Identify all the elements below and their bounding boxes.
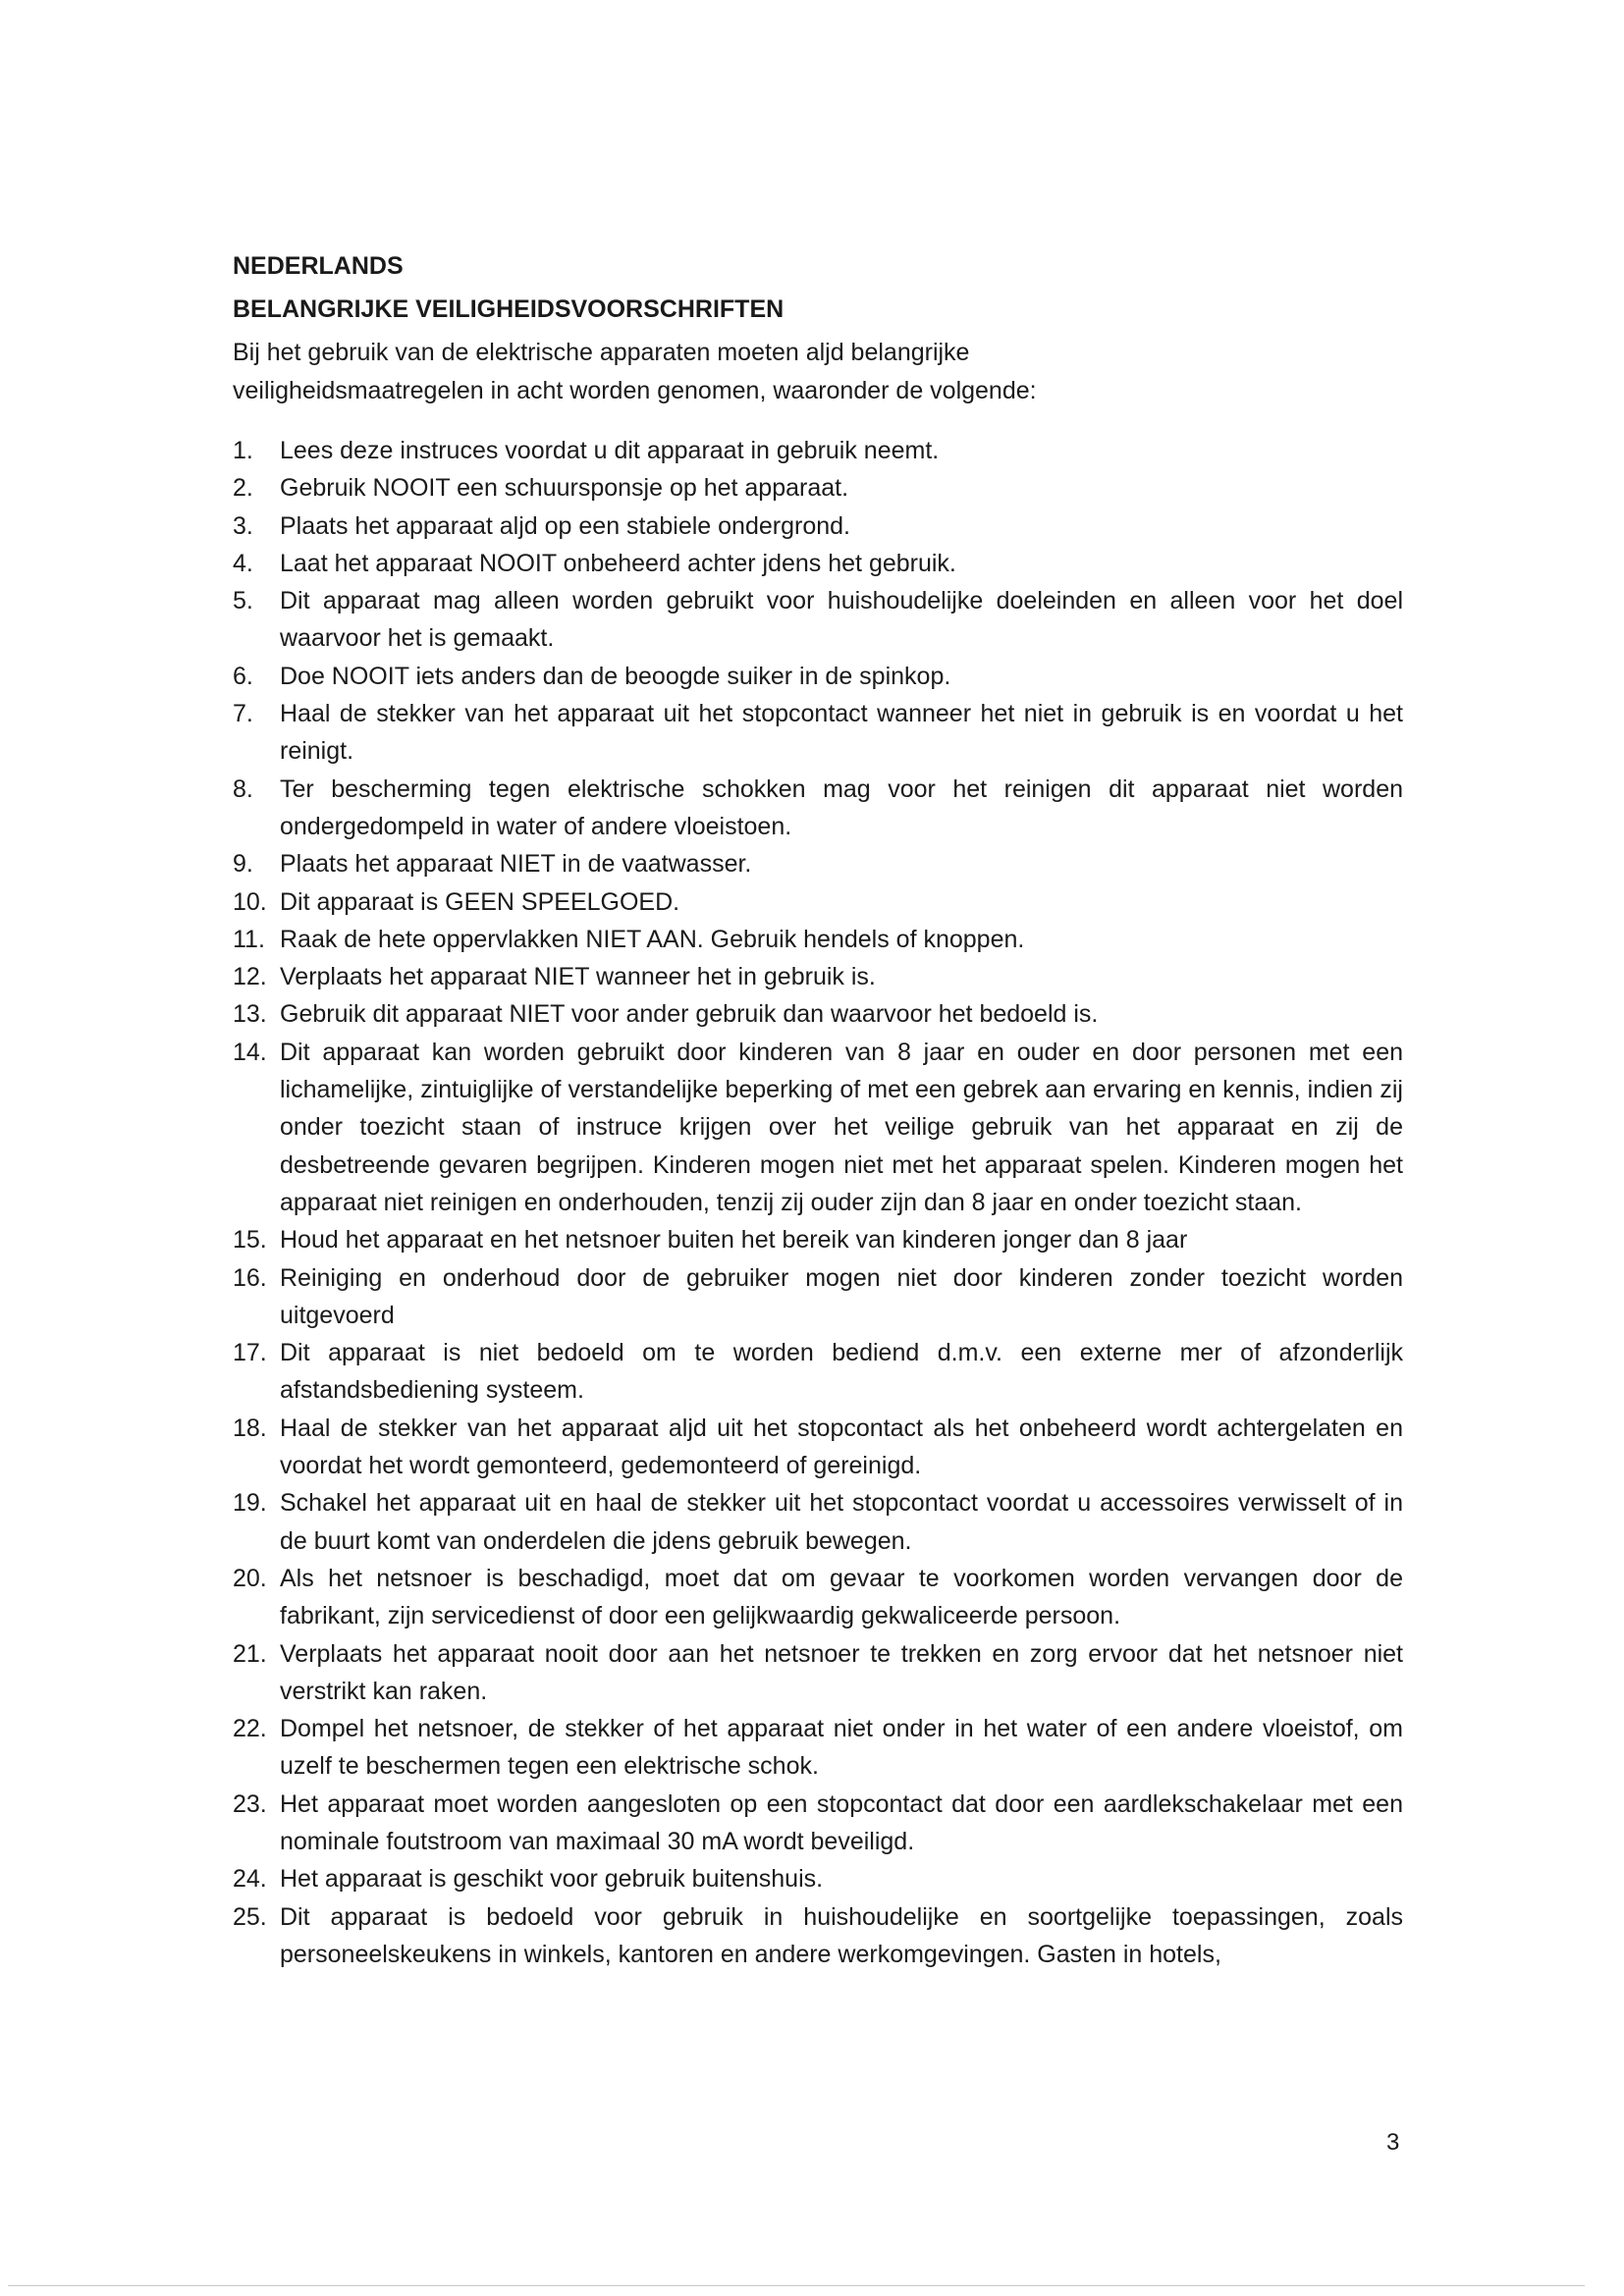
intro-line: Bij het gebruik van de elektrische apparaten moeten aljd belangrijke [233,339,970,366]
list-item [233,507,1403,545]
list-item-text: Het apparaat is geschikt voor gebruik buitenshuis. [280,1865,824,1894]
list-item [233,1860,1403,1897]
list-item-text: Reiniging en onderhoud door de gebruiker mogen niet door kinderen zonder toezicht worden uitgevoerd [280,1263,1403,1329]
intro-line: veiligheidsmaatregelen in acht worden genomen, waaronder de volgende: [233,377,1037,404]
list-item [233,1635,1403,1711]
list-item [233,658,1403,695]
list-item-number: 20. [233,1564,267,1592]
list-item [233,432,1403,469]
list-item [233,1334,1403,1410]
list-item-number: 13. [233,1000,267,1029]
list-item-text: Plaats het apparaat aljd op een stabiele ondergrond. [280,511,850,540]
list-item [233,1221,1403,1258]
list-item [233,545,1403,582]
list-item-text: Dit apparaat is niet bedoeld om te worden bediend d.m.v. een externe mer of afzonderlijk afstandsbediening systeem. [280,1339,1403,1405]
document-page [233,247,1403,1973]
list-item-number: 2. [233,474,253,503]
safety-rules-list [233,432,1403,1973]
list-item-text: Het apparaat moet worden aangesloten op een stopcontact dat door een aardlekschakelaar met een nominale foutstroom van maximaal 30 mA wordt beveiligd. [280,1789,1403,1855]
list-item-text: Schakel het apparaat uit en haal de stekker uit het stopcontact voordat u accessoires verwisselt of in de buurt komt van onderdelen die jdens gebruik bewegen. [280,1489,1403,1555]
list-item-text: Gebruik dit apparaat NIET voor ander gebruik dan waarvoor het bedoeld is. [280,1000,1099,1029]
list-item-text: Plaats het apparaat NIET in de vaatwasser. [280,850,752,879]
list-item [233,1484,1403,1560]
intro-paragraph [233,334,1403,410]
list-item [233,1560,1403,1635]
footer-divider [8,2285,1585,2286]
list-item-number: 22. [233,1715,267,1743]
list-item-number: 24. [233,1865,267,1894]
list-item [233,845,1403,882]
list-item-text: Laat het apparaat NOOIT onbeheerd achter jdens het gebruik. [280,549,956,577]
list-item-text: Lees deze instruces voordat u dit apparaat in gebruik neemt. [280,437,940,464]
list-item-number: 1. [233,437,253,464]
list-item-text: Dit apparaat is GEEN SPEELGOED. [280,887,680,916]
list-item-number: 23. [233,1789,267,1818]
list-item [233,1710,1403,1786]
list-item [233,771,1403,846]
list-item-text: Dompel het netsnoer, de stekker of het apparaat niet onder in het water of een andere vloeistof, om uzelf te beschermen tegen een elektrische schok. [280,1715,1403,1781]
list-item-number: 15. [233,1226,267,1255]
list-item [233,695,1403,771]
list-item [233,1898,1403,1974]
list-item-number: 3. [233,511,253,540]
list-item-text: Als het netsnoer is beschadigd, moet dat om gevaar te voorkomen worden vervangen door de fabrikant, zijn servicedienst of door een gelijkwaardig gekwaliceerde persoon. [280,1564,1403,1630]
list-item-text: Doe NOOIT iets anders dan de beoogde suiker in de spinkop. [280,662,951,690]
list-item-number: 11. [233,925,265,953]
list-item-text: Haal de stekker van het apparaat aljd uit het stopcontact als het onbeheerd wordt achtergelaten en voordat het wordt gemonteerd, gedemonteerd of gereinigd. [280,1414,1403,1480]
list-item [233,469,1403,507]
list-item [233,883,1403,921]
list-item-number: 8. [233,774,253,803]
list-item-number: 25. [233,1902,267,1931]
list-item-text: Verplaats het apparaat NIET wanneer het in gebruik is. [280,963,876,991]
list-item [233,958,1403,995]
list-item [233,582,1403,658]
list-item-text: Dit apparaat mag alleen worden gebruikt voor huishoudelijke doeleinden en alleen voor het doel waarvoor het is gemaakt. [280,587,1403,653]
list-item-number: 18. [233,1414,267,1442]
list-item-number: 21. [233,1639,267,1668]
list-item-number: 9. [233,850,253,879]
list-item-number: 14. [233,1038,267,1066]
list-item-number: 6. [233,662,253,690]
list-item-text: Verplaats het apparaat nooit door aan het netsnoer te trekken en zorg ervoor dat het netsnoer niet verstrikt kan raken. [280,1639,1403,1705]
list-item-text: Dit apparaat is bedoeld voor gebruik in huishoudelijke en soortgelijke toepassingen, zoals personeelskeukens in winkels, kantoren en andere werkomgevingen. Gasten in hotels, [280,1902,1403,1968]
language-heading: NEDERLANDS [233,252,404,280]
page-number: 3 [1386,2129,1400,2156]
list-item-number: 4. [233,549,253,577]
list-item [233,1410,1403,1485]
list-item-text: Raak de hete oppervlakken NIET AAN. Gebruik hendels of knoppen. [280,925,1025,953]
list-item-number: 5. [233,587,253,615]
list-item [233,1259,1403,1335]
list-item-number: 16. [233,1263,267,1292]
list-item-number: 10. [233,887,267,916]
section-heading: BELANGRIJKE VEILIGHEIDSVOORSCHRIFTEN [233,295,785,323]
list-item [233,921,1403,958]
list-item-number: 7. [233,700,253,728]
list-item-text: Ter bescherming tegen elektrische schokken mag voor het reinigen dit apparaat niet worden ondergedompeld in water of andere vloeistoen. [280,774,1403,840]
list-item-text: Houd het apparaat en het netsnoer buiten het bereik van kinderen jonger dan 8 jaar [280,1226,1188,1255]
list-item-text: Haal de stekker van het apparaat uit het stopcontact wanneer het niet in gebruik is en voordat u het reinigt. [280,700,1403,766]
list-item-number: 12. [233,963,267,991]
list-item-number: 17. [233,1339,267,1367]
list-item [233,1034,1403,1221]
list-item-number: 19. [233,1489,267,1518]
list-item [233,1786,1403,1861]
list-item-text: Gebruik NOOIT een schuursponsje op het apparaat. [280,474,849,503]
list-item [233,995,1403,1033]
list-item-text: Dit apparaat kan worden gebruikt door kinderen van 8 jaar en ouder en door personen met een lichamelijke, zintuiglijke of verstandelijke beperking of met een gebrek aan ervaring en kennis, indien zij onder toezicht staan of instruce krijgen over het veilige gebruik van het apparaat en zij de desbetreende gevaren begrijpen. Kinderen mogen niet met het apparaat spelen. Kinderen mogen het apparaat niet reinigen en onderhouden, tenzij zij ouder zijn dan 8 jaar en onder toezicht staan. [280,1038,1403,1216]
